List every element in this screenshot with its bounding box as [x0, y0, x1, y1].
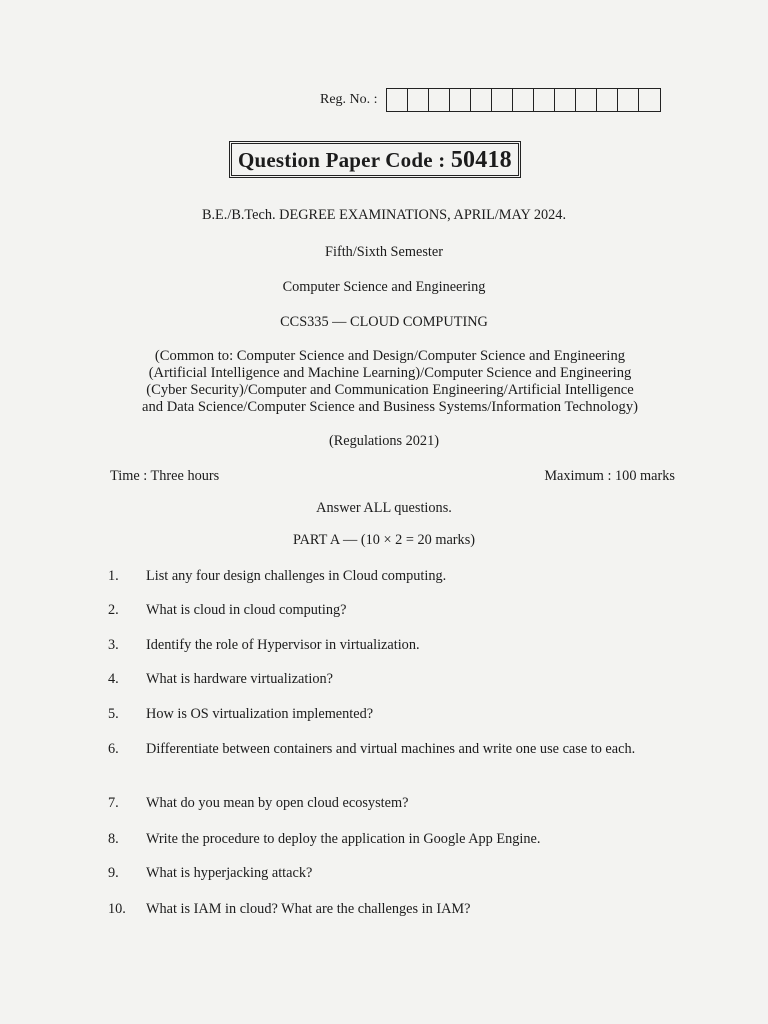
question-number: 8. [108, 831, 119, 847]
reg-box [534, 89, 555, 111]
question-text: How is OS virtualization implemented? [146, 706, 374, 722]
reg-box [471, 89, 492, 111]
question-item [108, 670, 678, 689]
common-to-line: and Data Science/Computer Science and Business Systems/Information Technology) [141, 399, 638, 415]
course-title: CCS335 — CLOUD COMPUTING [280, 314, 488, 330]
question-number: 7. [108, 795, 119, 811]
reg-box [555, 89, 576, 111]
reg-box [492, 89, 513, 111]
reg-box [639, 89, 660, 111]
time-allowed: Time : Three hours [110, 468, 220, 484]
code-label: Question Paper Code : [238, 148, 446, 172]
reg-box [618, 89, 639, 111]
common-to-block [100, 348, 680, 416]
question-text: Write the procedure to deploy the application in Google App Engine. [146, 831, 541, 847]
reg-number-boxes [386, 88, 661, 112]
question-item [108, 705, 678, 724]
reg-box [408, 89, 429, 111]
reg-box [576, 89, 597, 111]
question-item [108, 830, 678, 849]
question-number: 3. [108, 637, 119, 653]
question-text: What is hyperjacking attack? [146, 865, 313, 881]
question-text: What do you mean by open cloud ecosystem? [146, 795, 409, 811]
question-item [108, 794, 678, 813]
time-marks-row [110, 468, 675, 485]
question-number: 9. [108, 865, 119, 881]
reg-number-label: Reg. No. : [320, 92, 378, 107]
question-item [108, 601, 678, 620]
question-text: Identify the role of Hypervisor in virtualization. [146, 637, 420, 653]
reg-box [597, 89, 618, 111]
common-to-line: (Cyber Security)/Computer and Communication Engineering/Artificial Intelligence [146, 382, 634, 398]
part-heading: PART A — (10 × 2 = 20 marks) [292, 532, 476, 548]
reg-box [387, 89, 408, 111]
instruction: Answer ALL questions. [316, 500, 452, 516]
reg-number-field [320, 88, 661, 112]
question-number: 1. [108, 568, 119, 584]
question-item [108, 740, 678, 759]
question-paper-code [229, 141, 521, 178]
question-number: 2. [108, 602, 119, 618]
question-text: List any four design challenges in Cloud computing. [146, 568, 447, 584]
reg-box [429, 89, 450, 111]
question-number: 4. [108, 671, 119, 687]
regulations: (Regulations 2021) [329, 433, 439, 449]
common-to-line: (Artificial Intelligence and Machine Learning)/Computer Science and Engineering [148, 365, 632, 381]
question-item [108, 567, 678, 586]
question-item [108, 900, 678, 919]
common-to-line: (Common to: Computer Science and Design/Computer Science and Engineering [154, 348, 626, 364]
code-number: 50418 [450, 147, 512, 173]
degree-title: B.E./B.Tech. DEGREE EXAMINATIONS, APRIL/MAY 2024. [201, 207, 567, 223]
question-text: Differentiate between containers and virtual machines and write one use case to each. [146, 741, 636, 757]
question-item [108, 636, 678, 655]
reg-box [450, 89, 471, 111]
semester: Fifth/Sixth Semester [325, 244, 443, 260]
question-number: 5. [108, 706, 119, 722]
question-text: What is hardware virtualization? [146, 671, 333, 687]
reg-box [513, 89, 534, 111]
question-number: 6. [108, 741, 119, 757]
maximum-marks: Maximum : 100 marks [544, 468, 675, 484]
department: Computer Science and Engineering [282, 279, 486, 295]
question-number: 10. [108, 901, 126, 917]
question-text: What is cloud in cloud computing? [146, 602, 347, 618]
question-text: What is IAM in cloud? What are the challenges in IAM? [146, 901, 471, 917]
question-item [108, 864, 678, 883]
